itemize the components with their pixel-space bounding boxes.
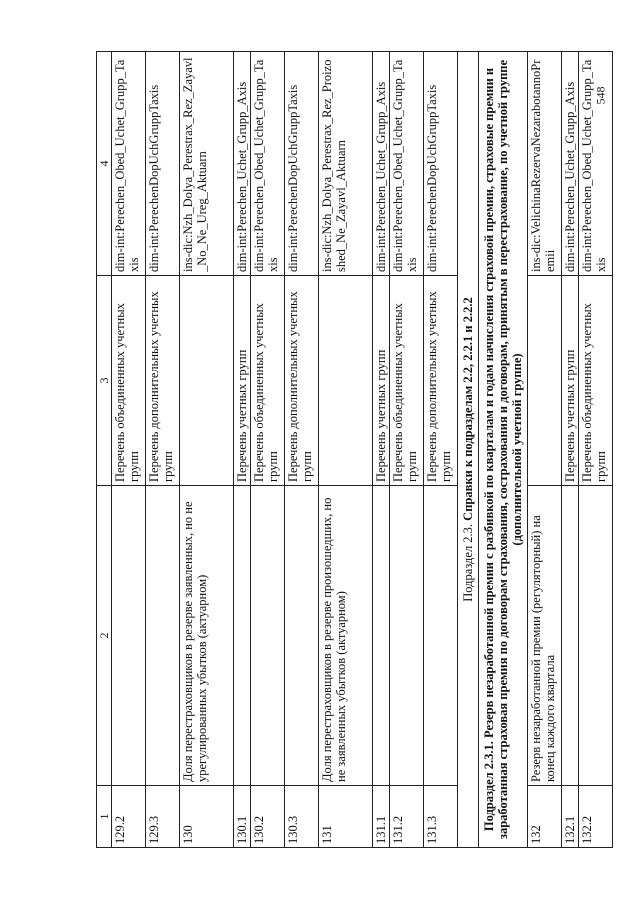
row-number: 130.2 [251, 786, 285, 848]
row-indicator [285, 486, 319, 786]
row-code: dim-int:Perechen_Obed_Uchet_Grupp_Taxis [112, 52, 146, 276]
row-dimension: Перечень объединенных учетных групп [579, 276, 613, 486]
row-number: 129.3 [146, 786, 180, 848]
row-dimension: Перечень объединенных учетных групп [251, 276, 285, 486]
taxonomy-table [96, 51, 613, 848]
table-body-a [112, 52, 613, 848]
header-row [97, 52, 112, 848]
rotated-table-wrapper [96, 52, 640, 848]
row-indicator: Доля перестраховщиков в резерве заявленных, но не урегулированных убытков (актуарном) [180, 486, 234, 786]
row-indicator [424, 486, 458, 786]
header-cell: 1 [97, 786, 112, 848]
page-number: 548 [593, 86, 608, 105]
row-dimension [319, 276, 373, 486]
row-indicator [390, 486, 424, 786]
row-code: dim-int:PerechenDopUchGruppTaxis [146, 52, 180, 276]
row-number: 131 [319, 786, 373, 848]
row-code: dim-int:Perechen_Uchet_Grupp_Axis [562, 52, 579, 276]
row-number: 130.3 [285, 786, 319, 848]
section-heading [458, 52, 479, 848]
row-indicator [112, 486, 146, 786]
table-row [528, 52, 562, 848]
row-number: 131.1 [373, 786, 390, 848]
row-code: dim-int:Perechen_Obed_Uchet_Grupp_Taxis [251, 52, 285, 276]
section-row [458, 52, 479, 848]
row-indicator [562, 486, 579, 786]
table-row [251, 52, 285, 848]
table-row [146, 52, 180, 848]
header-cell: 4 [97, 52, 112, 276]
row-dimension: Перечень дополнительных учетных групп [146, 276, 180, 486]
row-dimension [180, 276, 234, 486]
row-code: dim-int:Perechen_Obed_Uchet_Grupp_Taxis [579, 52, 613, 276]
row-number: 129.2 [112, 786, 146, 848]
header-cell: 3 [97, 276, 112, 486]
table-row [373, 52, 390, 848]
row-dimension: Перечень учетных групп [373, 276, 390, 486]
row-code: dim-int:Perechen_Uchet_Grupp_Axis [373, 52, 390, 276]
row-number: 130 [180, 786, 234, 848]
table-row [424, 52, 458, 848]
section-prefix: Подраздел 2.3. [461, 520, 475, 602]
row-code: dim-int:PerechenDopUchGruppTaxis [285, 52, 319, 276]
row-indicator [146, 486, 180, 786]
table-row [579, 52, 613, 848]
table-row [180, 52, 234, 848]
row-number: 130.1 [234, 786, 251, 848]
row-dimension: Перечень объединенных учетных групп [112, 276, 146, 486]
header-cell: 2 [97, 486, 112, 786]
row-dimension: Перечень учетных групп [562, 276, 579, 486]
table-row [285, 52, 319, 848]
row-indicator [579, 486, 613, 786]
row-code: ins-dic:Nzh_Dolya_Perestrax_Rez_Proizoshed_Ne_Zayavl_Aktuarn [319, 52, 373, 276]
subsection-title: Подраздел 2.3.1. Резерв незаработанной премии с разбивкой по кварталам и годам начисления страховой премии, страховые премии и заработанная страховая премия по договорам страхования, сострахования и договорам, принятым в перестрахование, по учетной группе (дополнительной учетной группе) [482, 59, 524, 840]
row-dimension: Перечень учетных групп [234, 276, 251, 486]
row-dimension: Перечень объединенных учетных групп [390, 276, 424, 486]
table-row [319, 52, 373, 848]
table-row [562, 52, 579, 848]
subsection-heading [479, 52, 528, 848]
row-dimension [528, 276, 562, 486]
row-indicator [234, 486, 251, 786]
row-code: ins-dic:VelichinaRezervaNezarabotannoPremii [528, 52, 562, 276]
section-title: Справки к подразделам 2.2, 2.2.1 и 2.2.2 [461, 297, 475, 521]
row-indicator [373, 486, 390, 786]
row-number: 132.1 [562, 786, 579, 848]
row-number: 131.3 [424, 786, 458, 848]
table-row [390, 52, 424, 848]
section-row [479, 52, 528, 848]
row-dimension: Перечень дополнительных учетных групп [424, 276, 458, 486]
row-number: 132.2 [579, 786, 613, 848]
table-row [112, 52, 146, 848]
table-row [234, 52, 251, 848]
row-number: 132 [528, 786, 562, 848]
row-code: dim-int:PerechenDopUchGruppTaxis [424, 52, 458, 276]
row-code: ins-dic:Nzh_Dolya_Perestrax_Rez_Zayavl_No_Ne_Ureg_Aktuarn [180, 52, 234, 276]
row-code: dim-int:Perechen_Uchet_Grupp_Axis [234, 52, 251, 276]
row-dimension: Перечень дополнительных учетных групп [285, 276, 319, 486]
row-indicator: Доля перестраховщиков в резерве произошедших, но не заявленных убытков (актуарном) [319, 486, 373, 786]
row-number: 131.2 [390, 786, 424, 848]
row-indicator: Резерв незаработанной премии (регуляторный) на конец каждого квартала [528, 486, 562, 786]
row-code: dim-int:Perechen_Obed_Uchet_Grupp_Taxis [390, 52, 424, 276]
row-indicator [251, 486, 285, 786]
